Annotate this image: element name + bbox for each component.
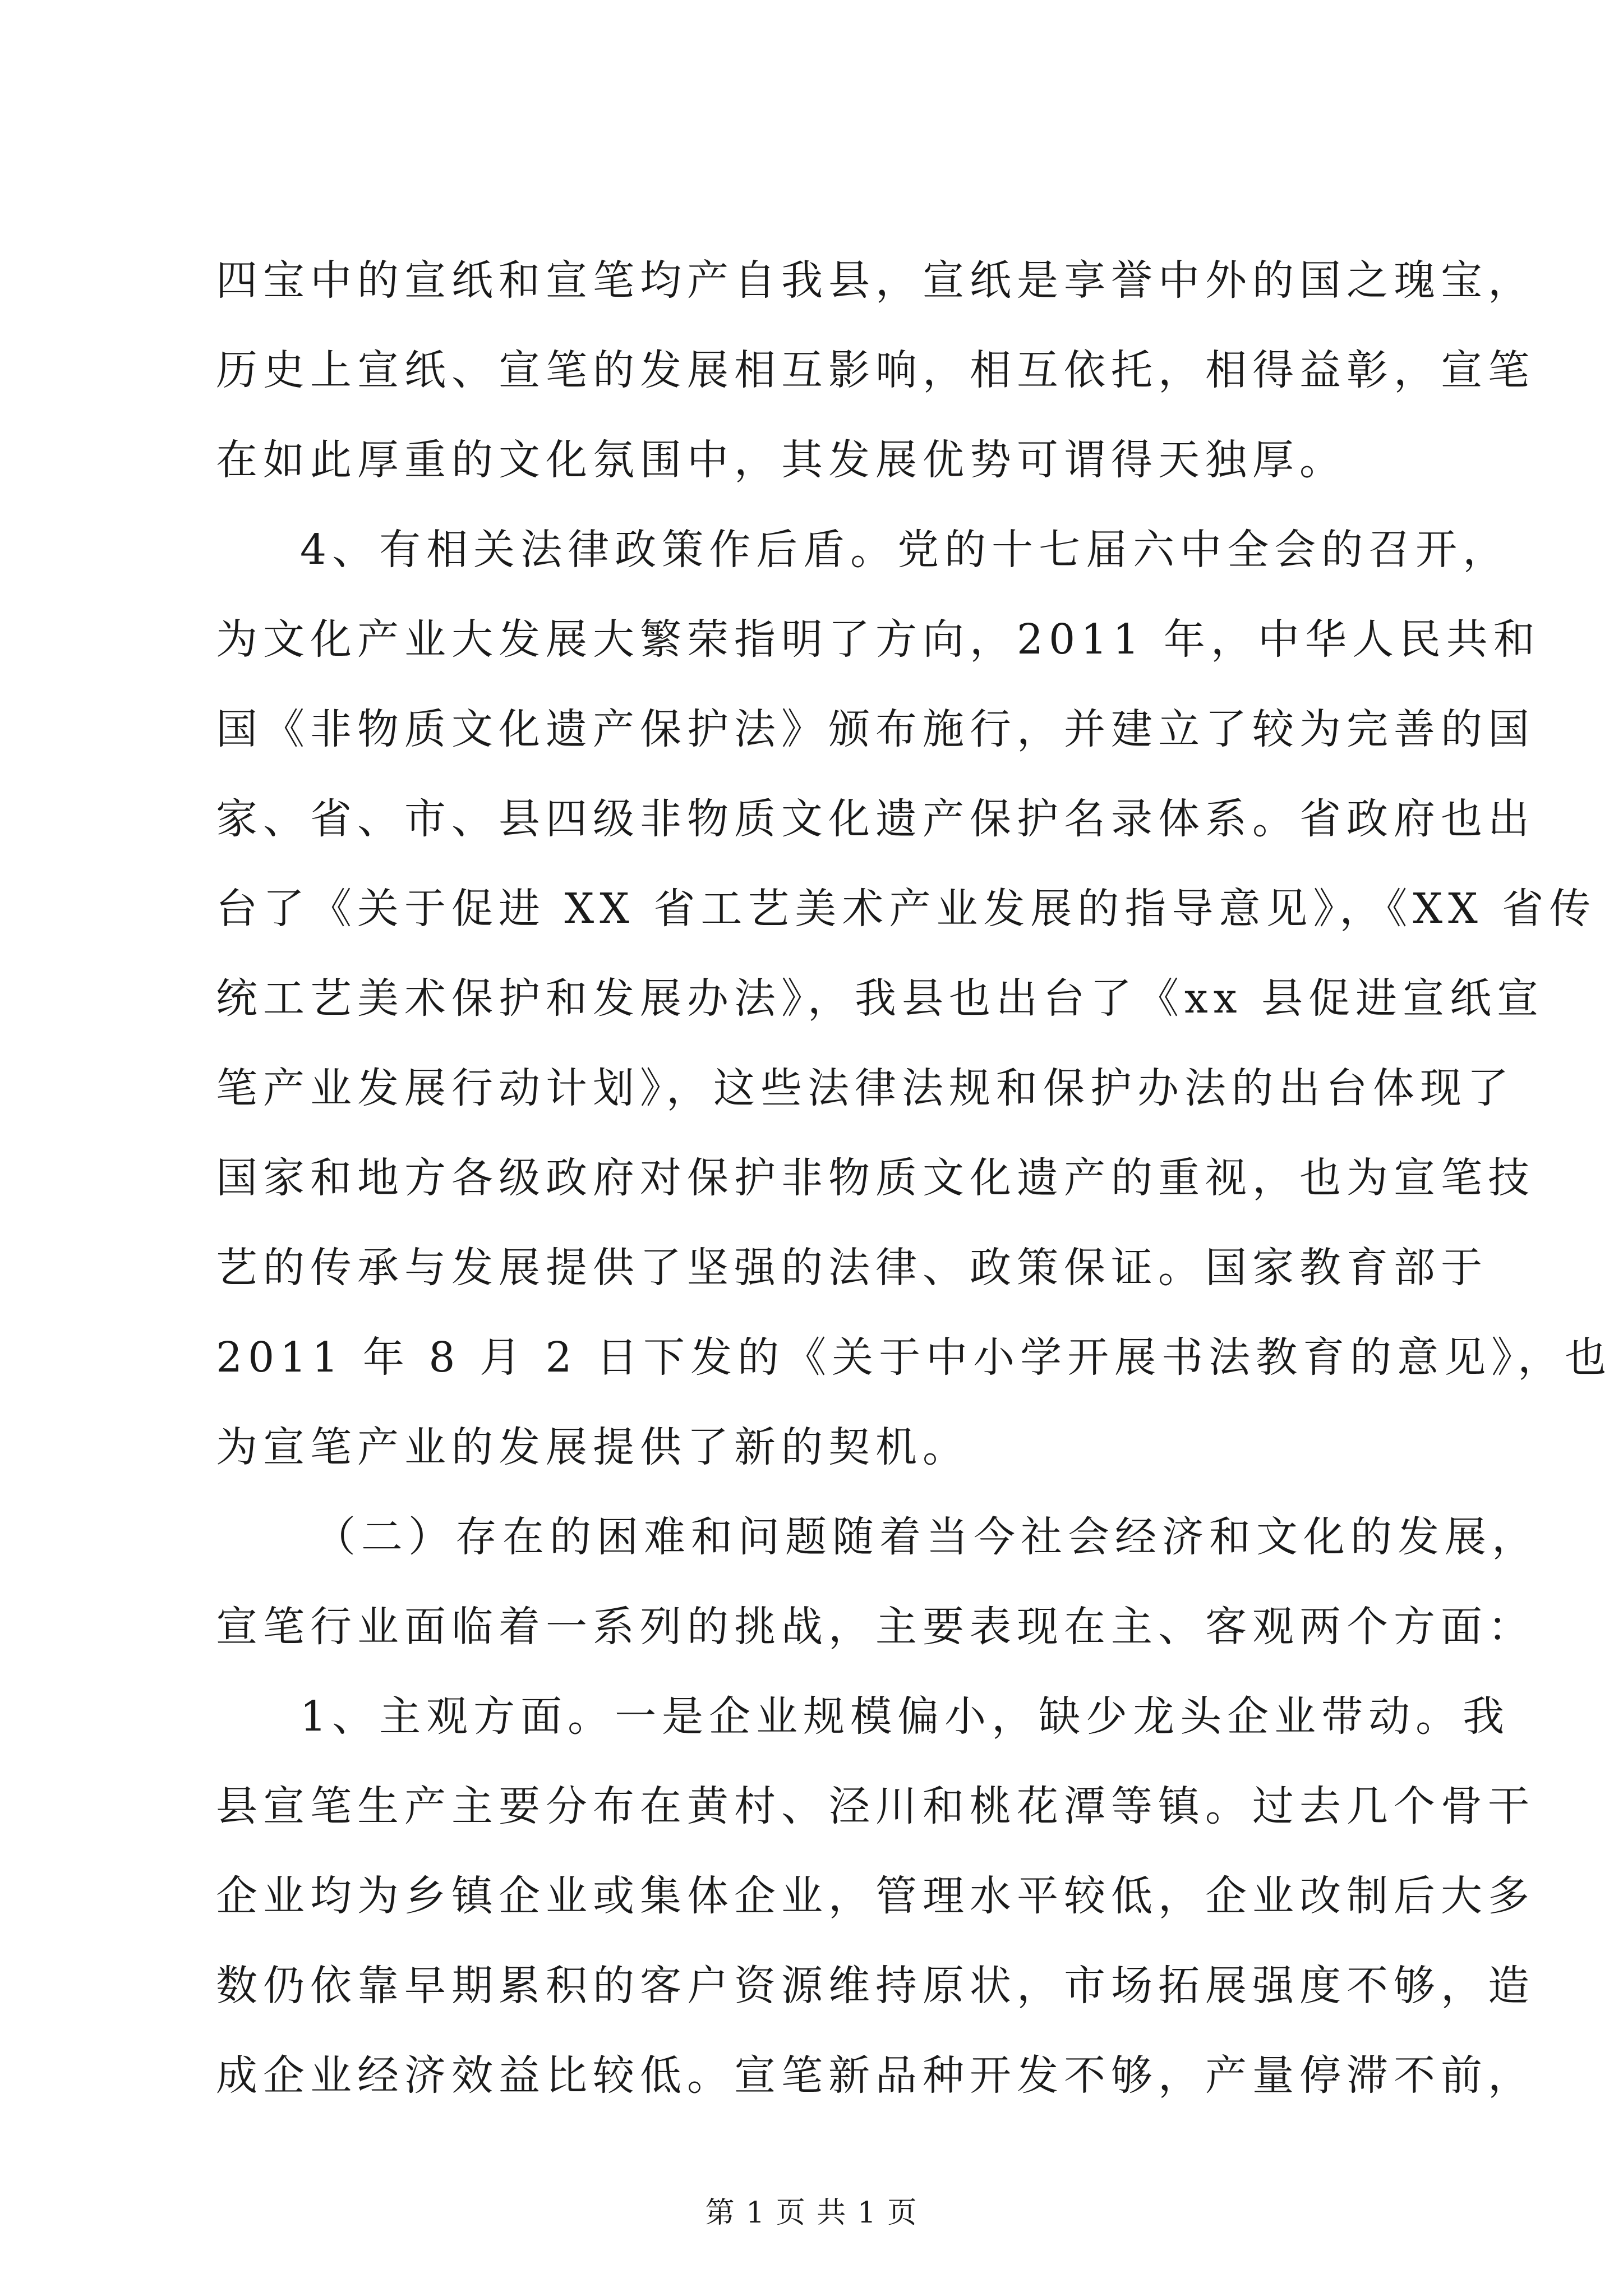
text-line: 国家和地方各级政府对保护非物质文化遗产的重视，也为宣笔技	[216, 1154, 1535, 1202]
text-line: 2011 年 8 月 2 日下发的《关于中小学开展书法教育的意见》，也	[216, 1333, 1612, 1382]
text-line: 数仍依靠早期累积的客户资源维持原状，市场拓展强度不够，造	[216, 1962, 1535, 2010]
text-line: 笔产业发展行动计划》，这些法律法规和保护办法的出台体现了	[216, 1064, 1514, 1112]
text-line: 成企业经济效益比较低。宣笔新品种开发不够，产量停滞不前，	[216, 2051, 1535, 2100]
text-line: 艺的传承与发展提供了坚强的法律、政策保证。国家教育部于	[216, 1244, 1488, 1292]
text-line: 台了《关于促进 XX 省工艺美术产业发展的指导意见》，《XX 省传	[216, 885, 1597, 933]
text-line: 为宣笔产业的发展提供了新的契机。	[216, 1423, 970, 1471]
text-line: 四宝中的宣纸和宣笔均产自我县，宣纸是享誉中外的国之瑰宝，	[216, 256, 1535, 305]
text-line: 家、省、市、县四级非物质文化遗产保护名录体系。省政府也出	[216, 795, 1535, 843]
paragraph-start-line: 4、有相关法律政策作后盾。党的十七届六中全会的召开，	[300, 526, 1510, 574]
paragraph-start-line: （二）存在的困难和问题随着当今社会经济和文化的发展，	[314, 1513, 1539, 1561]
text-line: 为文化产业大发展大繁荣指明了方向，2011 年，中华人民共和	[216, 615, 1541, 664]
text-line: 在如此厚重的文化氛围中，其发展优势可谓得天独厚。	[216, 436, 1347, 484]
text-line: 历史上宣纸、宣笔的发展相互影响，相互依托，相得益彰，宣笔	[216, 346, 1535, 394]
text-line: 国《非物质文化遗产保护法》颁布施行，并建立了较为完善的国	[216, 705, 1535, 753]
paragraph-start-line: 1、主观方面。一是企业规模偏小，缺少龙头企业带动。我	[300, 1692, 1510, 1741]
text-line: 统工艺美术保护和发展办法》，我县也出台了《xx 县促进宣纸宣	[216, 974, 1544, 1023]
text-line: 宣笔行业面临着一系列的挑战，主要表现在主、客观两个方面：	[216, 1603, 1535, 1651]
text-line: 县宣笔生产主要分布在黄村、泾川和桃花潭等镇。过去几个骨干	[216, 1782, 1535, 1830]
page-footer: 第 1 页 共 1 页	[705, 2196, 918, 2230]
text-line: 企业均为乡镇企业或集体企业，管理水平较低，企业改制后大多	[216, 1872, 1535, 1920]
